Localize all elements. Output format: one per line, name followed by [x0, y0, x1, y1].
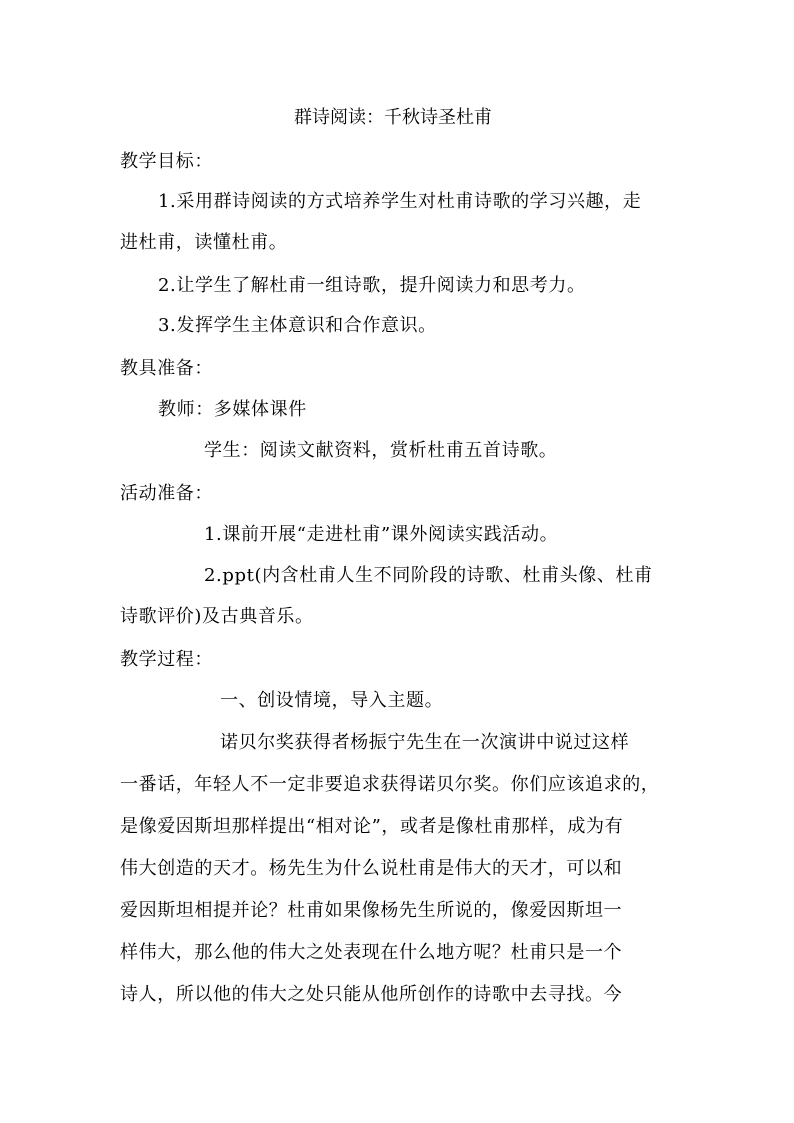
objective-1-line-1: 1.采用群诗阅读的方式培养学生对杜甫诗歌的学习兴趣，走: [158, 191, 642, 212]
student-tools: 学生：阅读文献资料，赏析杜甫五首诗歌。: [204, 440, 558, 461]
section-1-heading: 一、创设情境，导入主题。: [220, 690, 444, 711]
objective-2: 2.让学生了解杜甫一组诗歌，提升阅读力和思考力。: [158, 275, 586, 296]
tools-heading: 教具准备：: [120, 358, 213, 379]
paragraph-line-4: 伟大创造的天才。杨先生为什么说杜甫是伟大的天才，可以和: [120, 858, 623, 879]
activity-1: 1.课前开展“走进杜甫”课外阅读实践活动。: [204, 524, 559, 545]
paragraph-line-1: 诺贝尔奖获得者杨振宁先生在一次演讲中说过这样: [220, 732, 630, 753]
teacher-tools: 教师：多媒体课件: [158, 399, 307, 420]
objective-3: 3.发挥学生主体意识和合作意识。: [158, 315, 437, 336]
objectives-heading: 教学目标：: [120, 151, 213, 172]
paragraph-line-5: 爱因斯坦相提并论？杜甫如果像杨先生所说的，像爱因斯坦一: [120, 900, 623, 921]
paragraph-line-2: 一番话，年轻人不一定非要追求获得诺贝尔奖。你们应该追求的，: [120, 774, 660, 795]
process-heading: 教学过程：: [120, 649, 213, 670]
activity-2-line-2: 诗歌评价)及古典音乐。: [120, 606, 314, 627]
objective-1-line-2: 进杜甫，读懂杜甫。: [120, 232, 288, 253]
paragraph-line-6: 样伟大，那么他的伟大之处表现在什么地方呢？杜甫只是一个: [120, 942, 623, 963]
activity-2-line-1: 2.ppt(内含杜甫人生不同阶段的诗歌、杜甫头像、杜甫: [204, 565, 653, 586]
page-title: 群诗阅读：千秋诗圣杜甫: [294, 107, 492, 128]
paragraph-line-7: 诗人，所以他的伟大之处只能从他所创作的诗歌中去寻找。今: [120, 984, 623, 1005]
activity-heading: 活动准备：: [120, 483, 213, 504]
paragraph-line-3: 是像爱因斯坦那样提出“相对论”，或者是像杜甫那样，成为有: [120, 816, 624, 837]
